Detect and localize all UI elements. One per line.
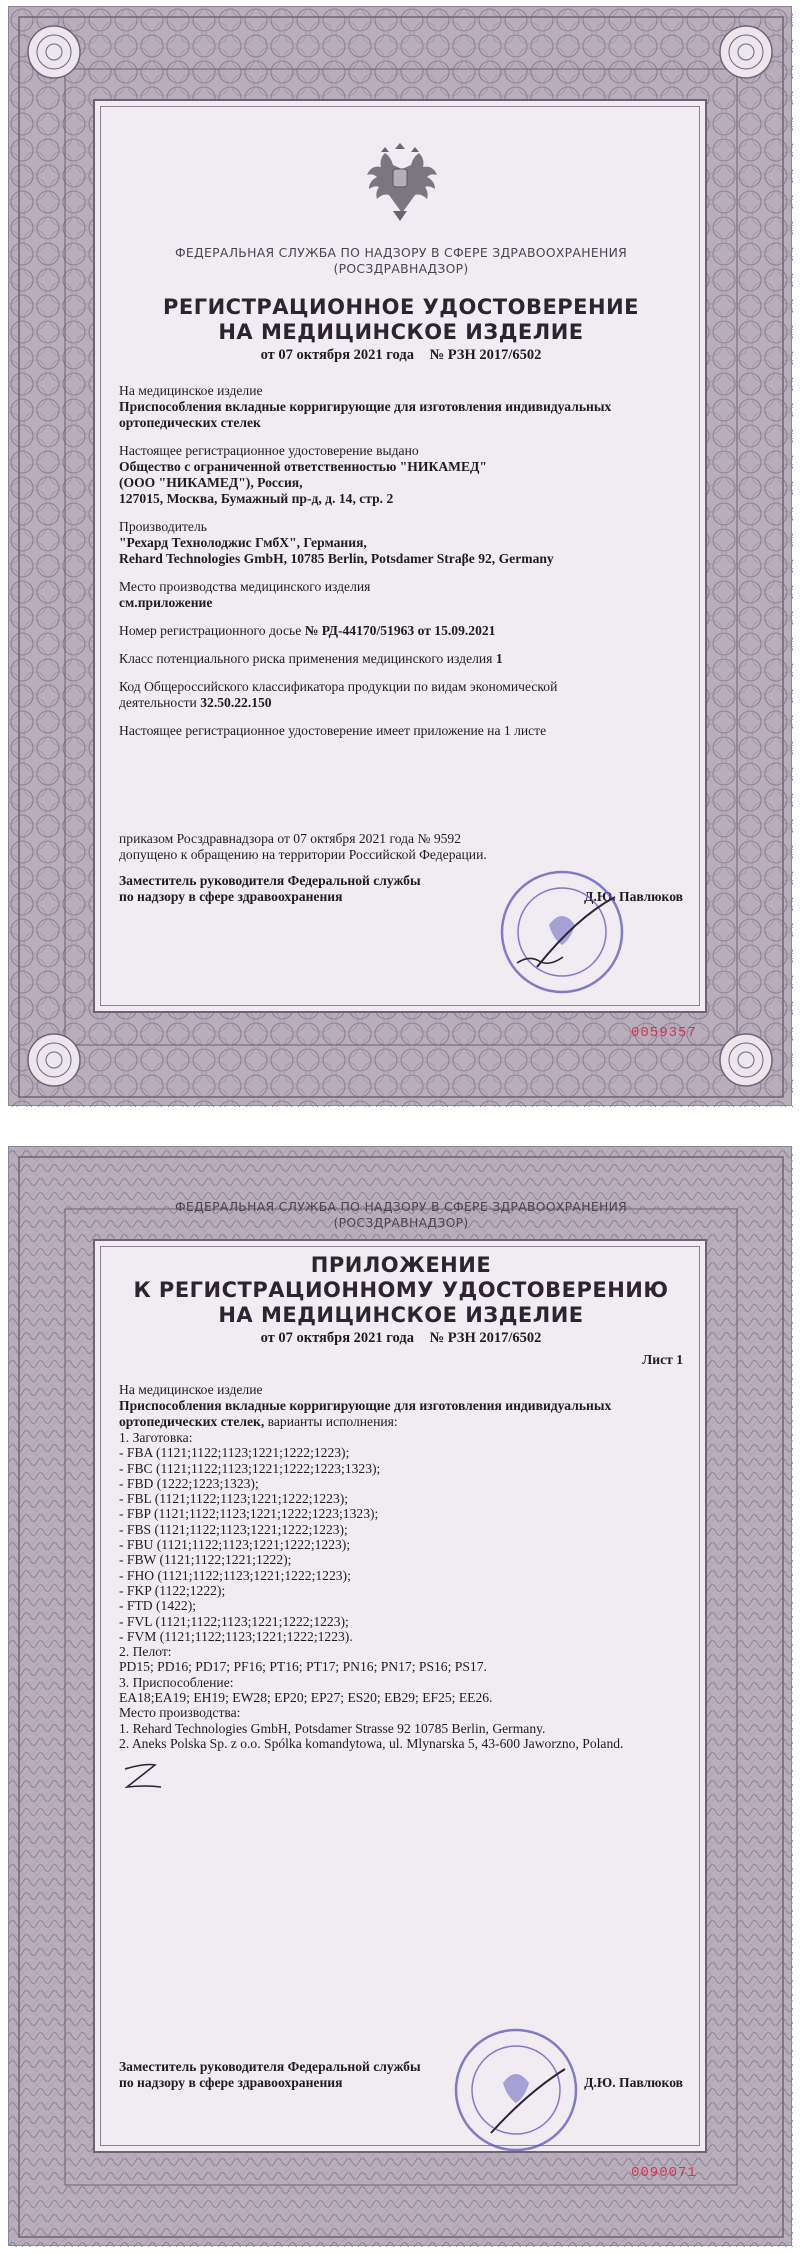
certificate-date: от 07 октября 2021 года — [260, 347, 414, 363]
manufacturer-name-ru: "Рехард Технолоджис ГмбХ", Германия, — [119, 535, 367, 550]
order-line: приказом Росздравнадзора от 07 октября 2021 года № 9592 — [119, 831, 462, 846]
order-line: допущено к обращению на территории Российской Федерации. — [119, 847, 487, 862]
device-label: На медицинское изделие — [119, 383, 263, 398]
agency-name — [119, 245, 683, 277]
list-item: PD15; PD16; PD17; PF16; PT16; PT17; PN16; PN17; PS16; PS17. — [119, 1659, 487, 1675]
agency-abbr: (РОСЗДРАВНАДЗОР) — [333, 261, 469, 276]
official-seal-stamp — [497, 867, 627, 997]
device-label: На медицинское изделие — [119, 1382, 263, 1397]
title-line: НА МЕДИЦИНСКОЕ ИЗДЕЛИЕ — [218, 320, 584, 344]
device-section — [119, 1382, 683, 1430]
title-line: РЕГИСТРАЦИОННОЕ УДОСТОВЕРЕНИЕ — [162, 295, 640, 319]
list-item: - FHO (1121;1122;1123;1221;1222;1223); — [119, 1567, 351, 1583]
handwritten-z-mark — [119, 1761, 179, 1797]
title-line: НА МЕДИЦИНСКОЕ ИЗДЕЛИЕ — [218, 1303, 584, 1327]
risk-class-value: 1 — [495, 651, 503, 666]
risk-class-line — [119, 651, 683, 667]
certificate-dateline — [119, 1330, 683, 1346]
okp-code: 32.50.22.150 — [200, 695, 272, 710]
production-section — [119, 579, 683, 611]
manufacturer-section — [119, 519, 683, 567]
production-label: Место производства медицинского изделия — [119, 579, 371, 594]
certificate-number: № РЗН 2017/6502 — [429, 347, 542, 363]
signatory-title: Заместитель руководителя Федеральной службы — [119, 2059, 421, 2075]
list-item: - FBW (1121;1122;1221;1222); — [119, 1552, 292, 1568]
corner-ornament — [23, 1029, 85, 1091]
signatory-name: Д.Ю. Павлюков — [584, 2075, 683, 2091]
list-item: Место производства: — [119, 1705, 241, 1721]
certificate-number: № РЗН 2017/6502 — [429, 1330, 542, 1346]
list-item: - FTD (1422); — [119, 1598, 197, 1614]
list-item: 2. Пелот: — [119, 1644, 172, 1660]
list-item: - FBD (1222;1223;1323); — [119, 1475, 259, 1491]
list-item: - FBP (1121;1122;1123;1221;1222;1223;1323); — [119, 1506, 379, 1522]
list-item: - FBL (1121;1122;1123;1221;1222;1223); — [119, 1491, 349, 1507]
signatory-title-cont: по надзору в сфере здравоохранения — [119, 889, 343, 904]
document-title — [119, 1253, 683, 1328]
manufacturer-label: Производитель — [119, 519, 207, 534]
variants-list — [119, 1430, 683, 1751]
dossier-value: № РД-44170/51963 от 15.09.2021 — [304, 623, 496, 638]
order-section — [119, 831, 683, 863]
title-line: К РЕГИСТРАЦИОННОМУ УДОСТОВЕРЕНИЮ — [133, 1278, 669, 1302]
official-seal-stamp — [451, 2025, 581, 2155]
issued-section — [119, 443, 683, 507]
device-name-cont: ортопедических стелек, — [119, 1414, 265, 1429]
variants-label: варианты исполнения: — [264, 1414, 398, 1429]
agency-line: ФЕДЕРАЛЬНАЯ СЛУЖБА ПО НАДЗОРУ В СФЕРЕ ЗДРАВООХРАНЕНИЯ — [174, 1199, 628, 1214]
list-item: - FBS (1121;1122;1123;1221;1222;1223); — [119, 1521, 348, 1537]
certificate-page — [8, 6, 792, 1106]
signatory-name: Д.Ю. Павлюков — [584, 889, 683, 904]
holder-abbr: (ООО "НИКАМЕД"), Россия, — [119, 475, 303, 490]
list-item: - FVM (1121;1122;1123;1221;1222;1223). — [119, 1628, 353, 1644]
holder-name: Общество с ограниченной ответственностью "НИКАМЕД" — [119, 459, 487, 474]
dossier-line — [119, 623, 683, 639]
list-item: 1. Заготовка: — [119, 1430, 193, 1445]
title-line: ПРИЛОЖЕНИЕ — [310, 1253, 492, 1277]
signatory-title-cont: по надзору в сфере здравоохранения — [119, 2075, 343, 2091]
appendix-page — [8, 1146, 792, 2246]
list-item: - FBA (1121;1122;1123;1221;1222;1223); — [119, 1445, 350, 1461]
agency-name — [119, 1199, 683, 1231]
signature-block — [119, 2059, 683, 2091]
signatory-title: Заместитель руководителя Федеральной службы — [119, 873, 421, 888]
list-item: 3. Приспособление: — [119, 1674, 234, 1690]
dossier-label: Номер регистрационного досье — [119, 623, 302, 638]
list-item: EA18;EA19; EH19; EW28; EP20; EP27; ES20; EB29; EF25; EE26. — [119, 1690, 493, 1706]
corner-ornament — [23, 21, 85, 83]
manufacturer-name-en: Rehard Technologies GmbH, 10785 Berlin, Potsdamer Straβe 92, Germany — [119, 551, 554, 566]
holder-address: 127015, Москва, Бумажный пр-д, д. 14, стр. 2 — [119, 491, 394, 506]
issued-label: Настоящее регистрационное удостоверение выдано — [119, 443, 419, 458]
device-name-cont: ортопедических стелек — [119, 415, 261, 430]
form-serial-number: 0059357 — [631, 1025, 697, 1041]
risk-class-label: Класс потенциального риска применения медицинского изделия — [119, 651, 493, 666]
list-item: - FKP (1122;1222); — [119, 1582, 226, 1598]
list-item: - FBU (1121;1122;1123;1221;1222;1223); — [119, 1537, 351, 1553]
appendix-note: Настоящее регистрационное удостоверение имеет приложение на 1 листе — [119, 723, 547, 738]
certificate-date: от 07 октября 2021 года — [260, 1330, 414, 1346]
agency-line: ФЕДЕРАЛЬНАЯ СЛУЖБА ПО НАДЗОРУ В СФЕРЕ ЗДРАВООХРАНЕНИЯ — [174, 245, 628, 260]
device-name: Приспособления вкладные корригирующие для изготовления индивидуальных — [119, 399, 612, 414]
corner-ornament — [715, 21, 777, 83]
okp-label-cont: деятельности — [119, 695, 197, 710]
list-item: - FBC (1121;1122;1123;1221;1222;1223;1323); — [119, 1460, 381, 1476]
device-section — [119, 383, 683, 431]
agency-abbr: (РОСЗДРАВНАДЗОР) — [333, 1215, 469, 1230]
production-value: см.приложение — [119, 595, 213, 610]
certificate-dateline — [119, 347, 683, 363]
document-title — [119, 295, 683, 345]
list-item: - FVL (1121;1122;1123;1221;1222;1223); — [119, 1613, 349, 1629]
sheet-number: Лист 1 — [642, 1352, 683, 1367]
okp-label: Код Общероссийского классификатора продукции по видам экономической — [119, 679, 558, 694]
corner-ornament — [715, 1029, 777, 1091]
list-item: 1. Rehard Technologies GmbH, Potsdamer Strasse 92 10785 Berlin, Germany. — [119, 1720, 546, 1736]
double-headed-eagle-emblem-icon — [363, 135, 437, 223]
device-name: Приспособления вкладные корригирующие для изготовления индивидуальных — [119, 1398, 612, 1413]
list-item: 2. Aneks Polska Sp. z o.o. Spólka komandytowa, ul. Mlynarska 5, 43-600 Jaworzno, Poland. — [119, 1735, 624, 1751]
okp-section — [119, 679, 683, 711]
form-serial-number: 0090071 — [631, 2165, 697, 2181]
